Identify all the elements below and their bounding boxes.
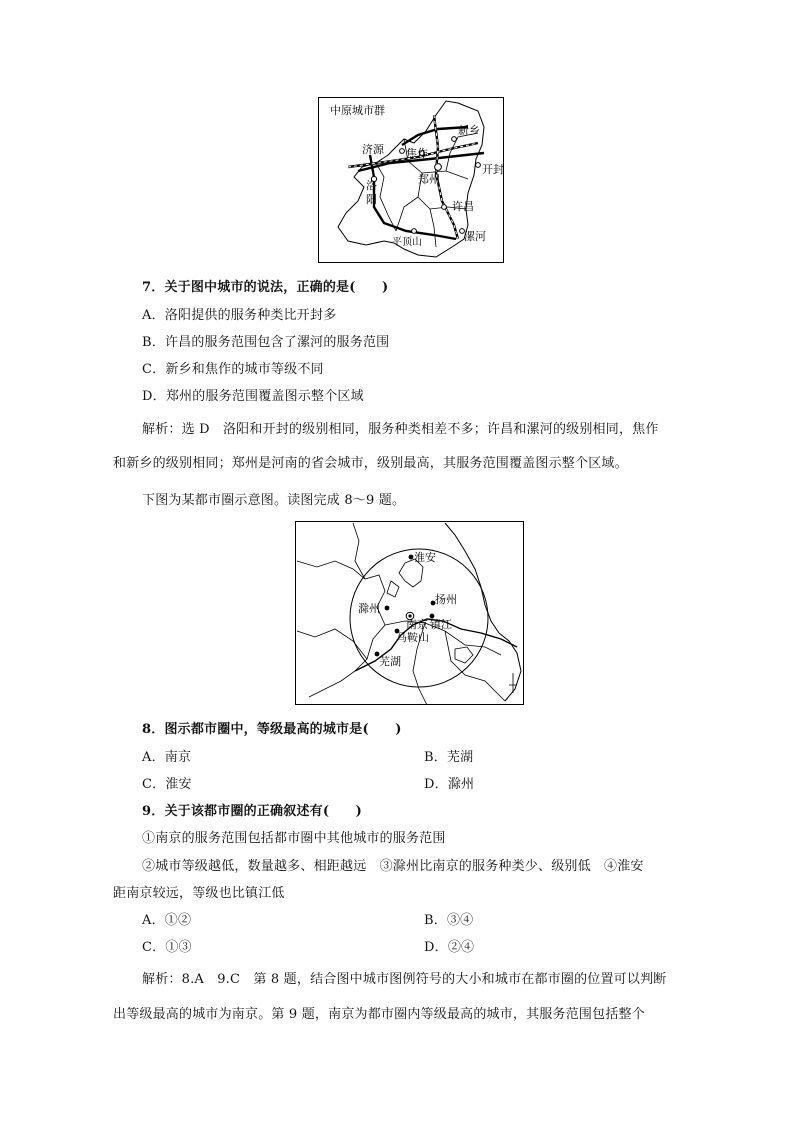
map-metropolitan-area bbox=[295, 521, 524, 705]
city-marker-jiyuan bbox=[400, 149, 405, 154]
label-kaifeng: 开封 bbox=[482, 163, 504, 176]
label-zhengzhou: 郑州 bbox=[418, 173, 440, 186]
label-huaian: 淮安 bbox=[414, 551, 436, 564]
label-chuzhou: 滁州 bbox=[358, 602, 380, 615]
analysis-8-9-line2: 出等级最高的城市为南京。第 9 题，南京为都市圈内等级最高的城市，其服务范围包括整个 bbox=[113, 1007, 645, 1022]
city-marker-chuzhou bbox=[385, 606, 390, 611]
q7-option-a: A．洛阳提供的服务种类比开封多 bbox=[142, 308, 337, 323]
city-marker-huaian bbox=[409, 555, 414, 560]
label-xinxiang: 新乡 bbox=[458, 124, 480, 137]
analysis-8-9-line1: 解析：8.A 9.C 第 8 题，结合图中城市图例符号的大小和城市在都市圈的位置可以判断 bbox=[142, 972, 667, 987]
q9-statement3: 距南京较远，等级也比镇江低 bbox=[113, 886, 285, 901]
q9-option-c: C．①③ bbox=[142, 940, 192, 955]
q9-statement2: ②城市等级越低，数量越多、相距越远 ③滁州比南京的服务种类少、级别低 ④淮安 bbox=[142, 859, 644, 874]
q8-option-c: C．淮安 bbox=[142, 777, 192, 792]
q9-statement1: ①南京的服务范围包括都市圈中其他城市的服务范围 bbox=[142, 831, 446, 846]
q9-option-d: D．②④ bbox=[424, 940, 475, 955]
label-maanshan: 马鞍山 bbox=[396, 631, 429, 644]
label-pingdingshan: 平顶山 bbox=[392, 237, 422, 248]
city-marker-kaifeng bbox=[476, 163, 481, 168]
label-xuchang: 许昌 bbox=[452, 200, 474, 213]
city-marker-xinxiang bbox=[452, 137, 457, 142]
q9-option-a: A．①② bbox=[142, 913, 192, 928]
city-marker-pingdingshan bbox=[412, 229, 417, 234]
q8-option-d: D．滁州 bbox=[424, 777, 475, 792]
q8-option-b: B．芜湖 bbox=[424, 750, 474, 765]
label-yangzhou: 扬州 bbox=[435, 593, 457, 606]
q7-option-b: B．许昌的服务范围包含了漯河的服务范围 bbox=[142, 335, 390, 350]
q9-stem: 9．关于该都市圈的正确叙述有( ) bbox=[142, 804, 362, 819]
label-luohe: 漯河 bbox=[464, 230, 486, 243]
label-nanjing: 南京 bbox=[406, 618, 428, 631]
q9-option-b: B．③④ bbox=[424, 913, 474, 928]
label-yang: 阳 bbox=[366, 193, 377, 206]
q8-stem: 8．图示都市圈中，等级最高的城市是( ) bbox=[142, 722, 402, 737]
map-central-plains-urban-agglomeration bbox=[318, 97, 504, 263]
label-zhenjiang: 镇江 bbox=[430, 618, 452, 631]
city-marker-zhengzhou bbox=[435, 164, 442, 171]
label-wuhu: 芜湖 bbox=[379, 655, 401, 668]
q7-option-d: D．郑州的服务范围覆盖图示整个区域 bbox=[142, 389, 364, 404]
q8-option-a: A．南京 bbox=[142, 750, 192, 765]
label-luo: 洛 bbox=[366, 179, 377, 192]
q7-analysis-line2: 和新乡的级别相同；郑州是河南的省会城市，级别最高，其服务范围覆盖图示整个区域。 bbox=[113, 456, 628, 471]
label-jiyuan: 济源 bbox=[362, 143, 384, 156]
q7-stem: 7．关于图中城市的说法，正确的是( ) bbox=[142, 280, 389, 295]
map1-title: 中原城市群 bbox=[330, 104, 385, 117]
q7-option-c: C．新乡和焦作的城市等级不同 bbox=[142, 362, 324, 377]
label-jiaozuo: 焦作 bbox=[406, 147, 428, 160]
intro-8-9: 下图为某都市圈示意图。读图完成 8～9 题。 bbox=[142, 493, 406, 508]
q7-analysis-line1: 解析：选 D 洛阳和开封的级别相同，服务种类相差不多；许昌和漯河的级别相同，焦作 bbox=[142, 422, 659, 437]
city-marker-xuchang bbox=[442, 205, 447, 210]
